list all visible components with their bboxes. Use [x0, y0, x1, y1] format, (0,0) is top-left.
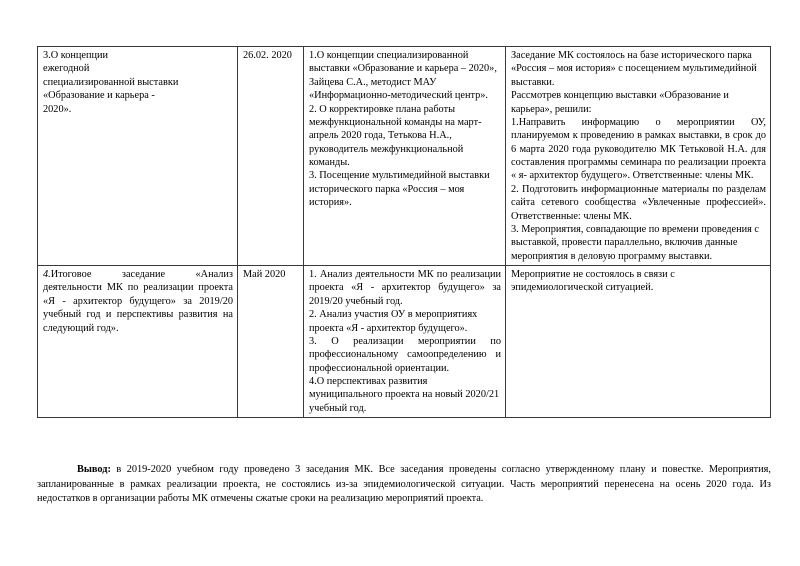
decision-item: Заседание МК состоялось на базе исторического парка «Россия – моя история» с посещением мультимедийной выставки. [511, 50, 757, 88]
cell-date-row1 [238, 47, 304, 266]
cell-agenda-row1 [38, 47, 238, 266]
conclusion-body: в 2019-2020 учебном году проведено 3 заседания МК. Все заседания проведены согласно утвержденному плану и повестке. Мероприятия, запланированные в рамках реализации проекта, не состоялись из-за эпидемиологической ситуации. Часть мероприятий перенесена на осень 2020 года. Из недостатков в организации работы МК отмечены сжатые сроки на реализацию мероприятий проекта. [37, 464, 771, 505]
agenda-line: «Образование и карьера - [43, 90, 155, 102]
question-item: 3. Посещение мультимедийной выставки исторического парка «Россия – моя история». [309, 170, 490, 209]
agenda-body: Итоговое заседание «Анализ деятельности МК по реализации проекта «Я - архитектор будущего» за 2019/20 учебный год и перспективы развития на следующий год». [43, 269, 233, 334]
table-row [38, 266, 771, 418]
question-item: 2. Анализ участия ОУ в мероприятиях проекта «Я - архитектор будущего». [309, 309, 478, 334]
question-item: 4.О перспективах развития муниципального проекта на новый 2020/21 учебный год. [309, 376, 500, 414]
agenda-line: специализированной выставки [43, 76, 179, 88]
cell-decisions-row1 [506, 47, 771, 266]
conclusion-paragraph [37, 463, 771, 507]
conclusion-label: Вывод: [77, 464, 111, 475]
question-item: 3. О реализации мероприятии по профессиональному самоопределению и профессиональной ориентации. [309, 335, 501, 374]
decision-item: 2. Подготовить информационные материалы по разделам сайта сетевого сообщества «Увлеченные профессией». Ответственные: члены МК. [511, 183, 766, 222]
agenda-line: ежегодной [43, 63, 90, 75]
cell-date-row2 [238, 266, 304, 418]
question-item: 2. О корректировке плана работы межфункциональной команды на март-апрель 2020 года, Тетькова Н.А., руководитель межфункциональной команды. [309, 103, 482, 168]
cell-questions-row2 [304, 266, 506, 418]
conclusion-text [37, 463, 771, 507]
agenda-number: 4. [43, 269, 51, 280]
question-item: 1.О концепции специализированной выставки «Образование и карьера – 2020», Зайцева С.А., методист МАУ «Информационно-методический центр». [309, 50, 497, 102]
question-item: 1. Анализ деятельности МК по реализации проекта «Я - архитектор будущего» за 2019/20 учебный год. [309, 269, 501, 307]
decision-item: 1.Направить информацию о мероприятии ОУ, планируемом к проведению в рамках выставки, в срок до 6 марта 2020 года руководителю МК Тетьковой Н.А. для составления программы семинара по реализации проекта « я- архитектор будущего». Ответственные: члены МК. [511, 116, 766, 182]
cell-questions-row1 [304, 47, 506, 266]
date-value: Май 2020 [243, 269, 286, 280]
cell-agenda-row2 [38, 266, 238, 418]
cell-decisions-row2 [506, 266, 771, 418]
table-row [38, 47, 771, 266]
date-value: 26.02. 2020 [243, 50, 292, 61]
agenda-line: 2020». [43, 103, 72, 115]
agenda-line: 3.О концепции [43, 50, 108, 61]
meeting-minutes-table [37, 46, 771, 418]
decision-item: Рассмотрев концепцию выставки «Образование и карьера», решили: [511, 90, 729, 115]
agenda-text [43, 268, 233, 335]
decision-item: 3. Мероприятия, совпадающие по времени проведения с выставкой, провести параллельно, включив данные мероприятия в деловую программу выставки. [511, 223, 759, 262]
decision-item: Мероприятие не состоялось в связи с эпидемиологической ситуацией. [511, 269, 675, 294]
